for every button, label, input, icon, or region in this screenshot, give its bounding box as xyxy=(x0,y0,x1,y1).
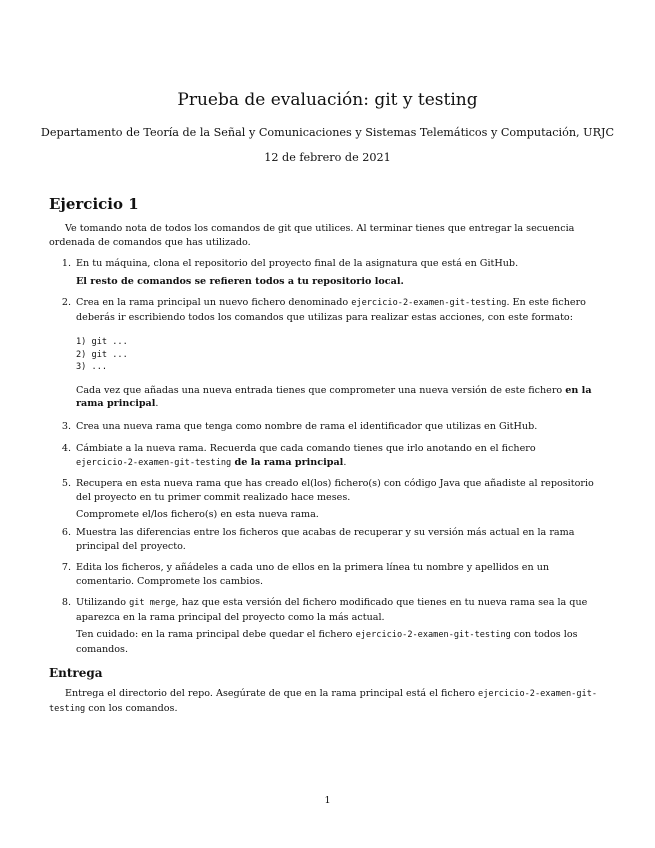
item-text: Crea en la rama principal un nuevo fichero denominado ejercicio-2-examen-git-testing. En este fichero deberás ir escribiendo todos los comandos que utilizas para realizar estas acciones, con este formato: xyxy=(76,297,586,323)
filename: ejercicio-2-examen-git-testing xyxy=(49,689,598,714)
item-text: Muestra las diferencias entre los ficheros que acabas de recuperar y su versión más actual en la rama principal del proyecto. xyxy=(76,527,575,552)
entrega-text: Entrega el directorio del repo. Asegúrate de que en la rama principal está el fichero ejercicio-2-examen-git-testing con los comandos. xyxy=(49,688,598,714)
item-after: Cada vez que añadas una nueva entrada tienes que comprometer una nueva versión de este fichero en la rama principal. xyxy=(76,384,592,409)
subsection-title: Entrega xyxy=(49,666,103,680)
item-text: Recupera en esta nueva rama que has creado el(los) fichero(s) con código Java que añadiste al repositorio del proyecto en tu primer commit realizado hace meses. xyxy=(76,478,594,503)
item-number: 8. xyxy=(61,597,71,608)
item-number: 4. xyxy=(61,443,71,454)
item-text: En tu máquina, clona el repositorio del proyecto final de la asignatura que está en GitHub. xyxy=(76,258,519,269)
filename: ejercicio-2-examen-git-testing xyxy=(351,298,507,308)
list-item-7 xyxy=(49,561,607,588)
code-block xyxy=(76,336,607,374)
item-text-2: Compromete el/los fichero(s) en esta nueva rama. xyxy=(76,509,319,520)
department-line: Departamento de Teoría de la Señal y Comunicaciones y Sistemas Telemáticos y Computación, URJC xyxy=(40,126,615,139)
list-item-4 xyxy=(49,442,607,470)
filename: ejercicio-2-examen-git-testing xyxy=(355,630,511,640)
code-line: 2) git ... xyxy=(76,349,128,360)
item-number: 1. xyxy=(61,258,71,269)
command: git merge xyxy=(129,598,176,608)
code-line: 3) ... xyxy=(76,362,108,372)
item-text: Cámbiate a la nueva rama. Recuerda que cada comando tienes que irlo anotando en el fichero xyxy=(76,443,536,454)
item-text-2: ejercicio-2-examen-git-testing de la rama principal. xyxy=(76,456,347,468)
list-item-8 xyxy=(49,596,607,656)
item-number: 3. xyxy=(61,421,71,432)
list-item-6 xyxy=(49,526,607,553)
item-number: 7. xyxy=(61,562,71,573)
list-item-1 xyxy=(49,257,607,288)
list-item-2 xyxy=(49,296,607,411)
item-number: 5. xyxy=(61,478,71,489)
item-text: Crea una nueva rama que tenga como nombre de rama el identificador que utilizas en GitHub. xyxy=(76,421,538,432)
page-number: 1 xyxy=(324,795,331,806)
item-bold-note: El resto de comandos se refieren todos a tu repositorio local. xyxy=(76,275,404,287)
item-number: 2. xyxy=(61,297,71,308)
section-title: Ejercicio 1 xyxy=(49,195,139,213)
item-text: Edita los ficheros, y añádeles a cada uno de ellos en la primera línea tu nombre y apellidos en un comentario. Compromete los cambios. xyxy=(76,562,550,587)
item-text: Utilizando git merge, haz que esta versión del fichero modificado que tienes en tu nueva rama sea la que aparezca en la rama principal del proyecto como la más actual. xyxy=(76,597,588,623)
list-item-3 xyxy=(49,420,607,434)
code-line: 1) git ... xyxy=(76,337,128,347)
document-title: Prueba de evaluación: git y testing xyxy=(177,90,478,110)
section-intro: Ve tomando nota de todos los comandos de git que utilices. Al terminar tienes que entregar la secuencia ordenada de comandos que has utilizado. xyxy=(49,223,575,248)
item-note: Ten cuidado: en la rama principal debe quedar el fichero ejercicio-2-examen-git-testing con todos los comandos. xyxy=(76,629,578,655)
document-date: 12 de febrero de 2021 xyxy=(264,151,391,164)
list-item-5 xyxy=(49,477,607,522)
filename: ejercicio-2-examen-git-testing xyxy=(76,457,232,468)
item-number: 6. xyxy=(61,527,71,538)
